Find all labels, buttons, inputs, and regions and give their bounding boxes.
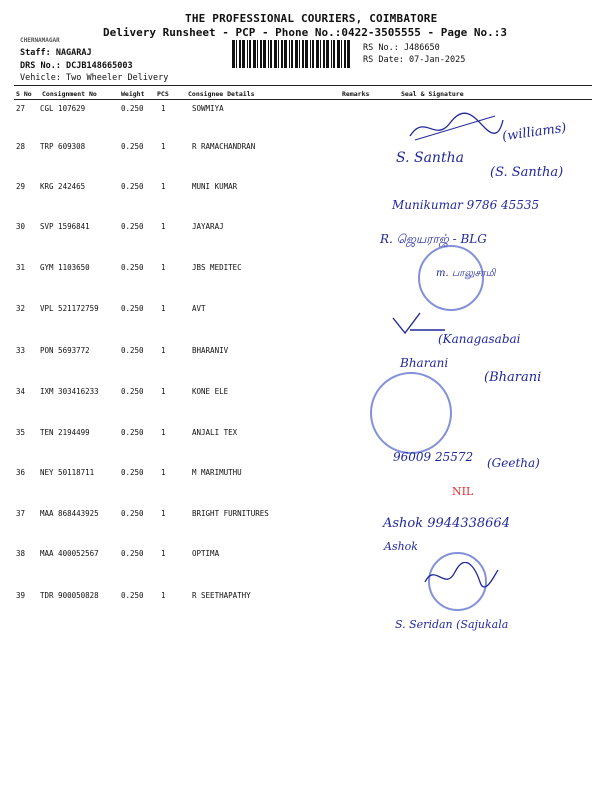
cell-sno: 30 <box>16 222 26 231</box>
sig-row29: Munikumar 9786 45535 <box>392 198 540 212</box>
table-row <box>0 468 600 488</box>
cell-consignment: SVP 1596841 <box>40 222 90 231</box>
cell-weight: 0.250 <box>121 346 144 355</box>
sig-row28-c: (S. Santha) <box>490 165 564 180</box>
cell-pcs: 1 <box>161 104 166 113</box>
cell-consignee: OPTIMA <box>192 549 220 558</box>
cell-consignee: ANJALI TEX <box>192 428 238 437</box>
cell-consignee: SOWMIYA <box>192 104 224 113</box>
sig-row37-a: Ashok 9944338664 <box>383 516 510 531</box>
cell-weight: 0.250 <box>121 263 144 272</box>
cell-consignment: IXM 303416233 <box>40 387 99 396</box>
cell-consignee: M MARIMUTHU <box>192 468 242 477</box>
cell-sno: 39 <box>16 591 26 600</box>
round-stamp-icon <box>370 372 452 454</box>
cell-consignee: R SEETHAPATHY <box>192 591 251 600</box>
col-consignee: Consignee Details <box>188 90 255 98</box>
cell-pcs: 1 <box>161 142 166 151</box>
cell-sno: 35 <box>16 428 26 437</box>
sig-row33-b: Bharani <box>400 356 449 370</box>
table-row <box>0 591 600 611</box>
cell-weight: 0.250 <box>121 591 144 600</box>
cell-weight: 0.250 <box>121 222 144 231</box>
col-sno: S No <box>16 90 32 98</box>
cell-consignment: TDR 900050828 <box>40 591 99 600</box>
sig-row37-b: Ashok <box>384 540 418 553</box>
sig-row30: R. ஜெயராஜ் - BLG <box>380 232 487 246</box>
table-row <box>0 263 600 283</box>
table-row <box>0 104 600 124</box>
sig-row35-a: 96009 25572 <box>393 450 474 464</box>
header-rule <box>14 85 592 86</box>
cell-consignee: JBS MEDITEC <box>192 263 242 272</box>
rs-number: RS No.: J486650 <box>363 43 440 53</box>
cell-sno: 38 <box>16 549 26 558</box>
rs-date: RS Date: 07-Jan-2025 <box>363 55 466 65</box>
cell-pcs: 1 <box>161 509 166 518</box>
table-row <box>0 304 600 324</box>
column-rule <box>14 99 592 100</box>
cell-pcs: 1 <box>161 387 166 396</box>
cell-consignee: MUNI KUMAR <box>192 182 238 191</box>
cell-consignment: VPL 521172759 <box>40 304 99 313</box>
vehicle-type: Vehicle: Two Wheeler Delivery <box>20 73 169 83</box>
cell-sno: 27 <box>16 104 26 113</box>
cell-sno: 29 <box>16 182 26 191</box>
cell-pcs: 1 <box>161 428 166 437</box>
table-row <box>0 428 600 448</box>
cell-pcs: 1 <box>161 549 166 558</box>
cell-weight: 0.250 <box>121 428 144 437</box>
cell-weight: 0.250 <box>121 468 144 477</box>
sig-row31: m. பாலுசாமி <box>436 268 496 279</box>
cell-weight: 0.250 <box>121 182 144 191</box>
col-consignment: Consignment No <box>42 90 97 98</box>
cell-consignment: TRP 609308 <box>40 142 86 151</box>
cell-consignee: R RAMACHANDRAN <box>192 142 256 151</box>
cell-pcs: 1 <box>161 222 166 231</box>
table-row <box>0 387 600 407</box>
table-row <box>0 222 600 242</box>
signature-loop-icon <box>420 562 500 592</box>
cell-weight: 0.250 <box>121 304 144 313</box>
barcode-icon <box>232 40 354 68</box>
cell-weight: 0.250 <box>121 104 144 113</box>
sig-row35-b: (Geetha) <box>487 456 540 470</box>
col-weight: Weight <box>121 90 145 98</box>
branch-partial: CHERNAMAGAR <box>20 37 60 44</box>
cell-consignment: CGL 107629 <box>40 104 86 113</box>
sig-row33-a: (Kanagasabai <box>438 332 521 346</box>
cell-weight: 0.250 <box>121 142 144 151</box>
cell-pcs: 1 <box>161 591 166 600</box>
cell-weight: 0.250 <box>121 387 144 396</box>
staff-name: Staff: NAGARAJ <box>20 48 92 58</box>
table-row <box>0 509 600 529</box>
cell-weight: 0.250 <box>121 509 144 518</box>
cell-weight: 0.250 <box>121 549 144 558</box>
table-row <box>0 142 600 162</box>
cell-consignment: MAA 868443925 <box>40 509 99 518</box>
cell-sno: 36 <box>16 468 26 477</box>
cell-consignment: GYM 1103650 <box>40 263 90 272</box>
cell-consignment: NEY 50118711 <box>40 468 95 477</box>
sig-row33-c: (Bharani <box>484 370 542 385</box>
sig-row36: NIL <box>452 485 474 498</box>
cell-sno: 37 <box>16 509 26 518</box>
table-row <box>0 549 600 569</box>
cell-consignment: MAA 400052567 <box>40 549 99 558</box>
cell-sno: 34 <box>16 387 26 396</box>
cell-consignment: KRG 242465 <box>40 182 86 191</box>
col-remarks: Remarks <box>342 90 370 98</box>
col-seal-signature: Seal & Signature <box>401 90 464 98</box>
cell-consignee: BRIGHT FURNITURES <box>192 509 269 518</box>
cell-consignee: BHARANIV <box>192 346 229 355</box>
col-pcs: PCS <box>157 90 169 98</box>
sig-row28-a: (williams) <box>501 120 568 145</box>
cell-pcs: 1 <box>161 182 166 191</box>
signature-scribble-icon <box>405 108 505 148</box>
table-row <box>0 346 600 366</box>
cell-consignee: AVT <box>192 304 206 313</box>
cell-consignment: PON 5693772 <box>40 346 90 355</box>
cell-consignee: JAYARAJ <box>192 222 224 231</box>
cell-pcs: 1 <box>161 263 166 272</box>
cell-sno: 31 <box>16 263 26 272</box>
cell-sno: 33 <box>16 346 26 355</box>
company-title: THE PROFESSIONAL COURIERS, COIMBATORE <box>185 12 438 25</box>
cell-sno: 28 <box>16 142 26 151</box>
cell-consignment: TEN 2194499 <box>40 428 90 437</box>
drs-number: DRS No.: DCJB148665003 <box>20 61 133 71</box>
runsheet-title: Delivery Runsheet - PCP - Phone No.:0422-3505555 - Page No.:3 <box>103 26 507 39</box>
cell-pcs: 1 <box>161 346 166 355</box>
sig-row39: S. Seridan (Sajukala <box>395 618 509 631</box>
cell-consignee: KONE ELE <box>192 387 229 396</box>
cell-sno: 32 <box>16 304 26 313</box>
cell-pcs: 1 <box>161 304 166 313</box>
cell-pcs: 1 <box>161 468 166 477</box>
sig-row28-b: S. Santha <box>396 150 464 166</box>
